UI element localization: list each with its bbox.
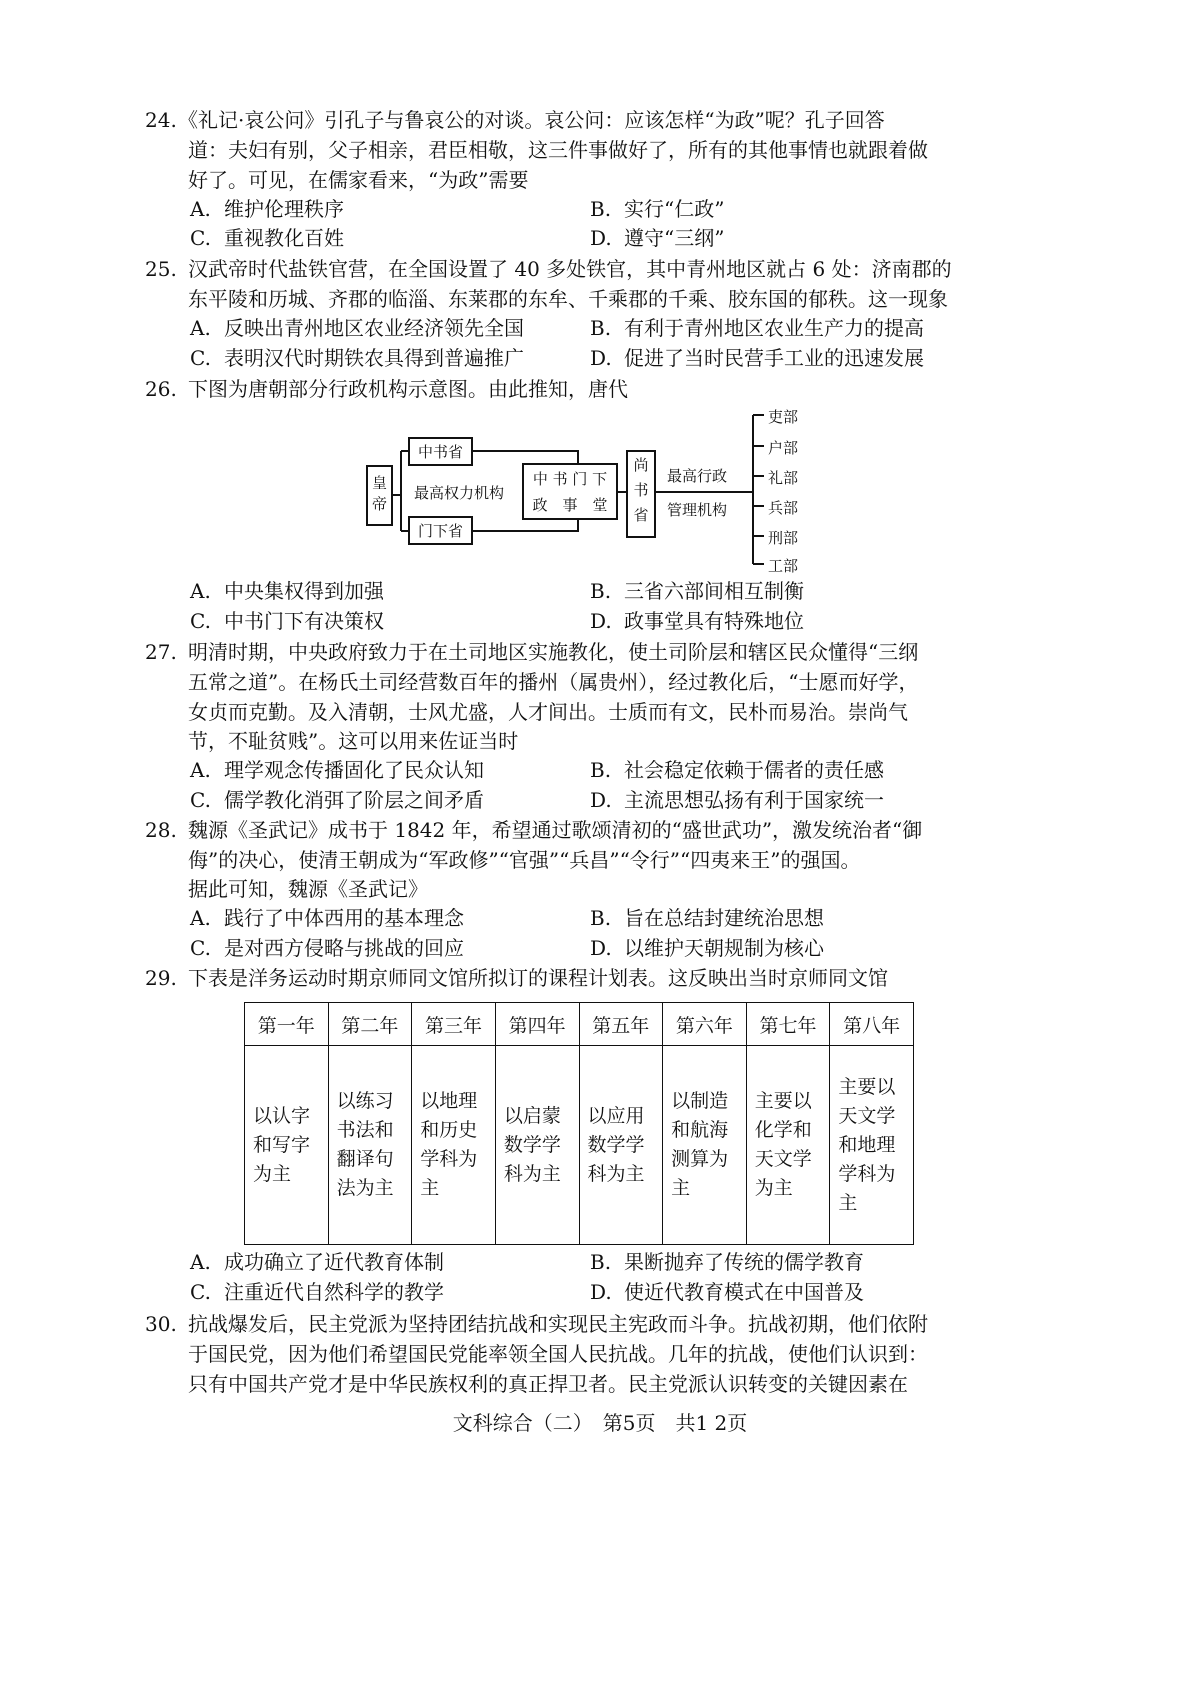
question-text: 下图为唐朝部分行政机构示意图。由此推知，唐代 (188, 377, 628, 401)
question-number: 24. (145, 108, 177, 132)
option-label: A. (190, 316, 211, 340)
question-text: 汉武帝时代盐铁官营，在全国设置了 40 多处铁官，其中青州地区就占 6 处：济南郡的 (188, 257, 952, 281)
option-label: C. (190, 1280, 211, 1304)
option-text: 三省六部间相互制衡 (624, 579, 804, 603)
table-cell-line: 和地理 (838, 1133, 896, 1156)
table-cell-line: 书法和 (336, 1119, 394, 1141)
option-text: 是对西方侵略与挑战的回应 (224, 936, 464, 960)
option-d[interactable] (590, 606, 804, 636)
option-label: D. (590, 226, 612, 250)
option-text: 践行了中体西用的基本理念 (224, 906, 464, 930)
ministry-label: 吏部 (768, 408, 799, 426)
option-a[interactable] (190, 755, 484, 785)
option-a[interactable] (190, 1247, 444, 1277)
question-text: 五常之道”。在杨氏土司经营数百年的播州（属贵州），经过教化后，“士愿而好学， (188, 670, 919, 694)
question-number: 29. (145, 966, 177, 990)
option-text: 遵守“三纲” (624, 226, 725, 250)
table-cell-line: 天文学 (838, 1104, 896, 1127)
table-cell-line: 科为主 (587, 1162, 645, 1185)
option-text: 促进了当时民营手工业的迅速发展 (624, 346, 924, 370)
table-cell-line: 和航海 (671, 1119, 729, 1141)
option-d[interactable] (590, 933, 824, 963)
table-cell-line: 以练习 (336, 1090, 394, 1112)
option-label: B. (590, 197, 612, 221)
option-text: 反映出青州地区农业经济领先全国 (224, 316, 524, 340)
table-cell-line: 以启蒙 (503, 1104, 561, 1127)
option-text: 使近代教育模式在中国普及 (624, 1280, 864, 1304)
table-cell-line: 为主 (754, 1177, 793, 1199)
table-header-cell: 第二年 (328, 1003, 412, 1046)
question-text: 于国民党，因为他们希望国民党能率领全国人民抗战。几年的抗战，使他们认识到： (188, 1342, 928, 1366)
table-cell (579, 1046, 663, 1245)
option-label: C. (190, 609, 211, 633)
table-header-cell: 第八年 (830, 1003, 914, 1046)
table-cell-line: 翻译句 (336, 1148, 394, 1170)
menxia-box: 门下省 (408, 516, 473, 545)
table-cell-line: 主 (838, 1191, 858, 1214)
table-header-cell: 第六年 (663, 1003, 747, 1046)
option-label: C. (190, 346, 211, 370)
table-cell-line: 和写字 (253, 1133, 311, 1156)
zhengshitang-line: 中 书 门 下 (532, 469, 608, 488)
option-label: B. (590, 579, 612, 603)
ministry-label: 礼部 (768, 469, 799, 487)
power-label: 最高权力机构 (414, 484, 505, 502)
table-cell-line: 数学学 (587, 1133, 645, 1156)
option-c[interactable] (190, 1277, 444, 1307)
option-b[interactable] (590, 1247, 864, 1277)
table-cell (746, 1046, 830, 1245)
option-text: 政事堂具有特殊地位 (624, 609, 804, 633)
option-label: A. (190, 758, 211, 782)
option-text: 实行“仁政” (624, 197, 725, 221)
question-text: 东平陵和历城、齐郡的临淄、东莱郡的东牟、千乘郡的千乘、胶东国的郁秩。这一现象 (188, 287, 948, 311)
zhengshitang-box (522, 463, 618, 520)
option-label: C. (190, 788, 211, 812)
option-label: B. (590, 758, 612, 782)
table-header-cell: 第七年 (746, 1003, 830, 1046)
option-text: 有利于青州地区农业生产力的提高 (624, 316, 924, 340)
option-text: 重视教化百姓 (224, 226, 344, 250)
option-label: D. (590, 609, 612, 633)
table-cell-line: 以应用 (587, 1104, 645, 1127)
course-plan-table (244, 1002, 914, 1245)
option-c[interactable] (190, 933, 464, 963)
option-b[interactable] (590, 755, 884, 785)
table-cell (328, 1046, 412, 1245)
option-text: 主流思想弘扬有利于国家统一 (624, 788, 884, 812)
question-text: 侮”的决心，使清王朝成为“军政修”“官强”“兵昌”“令行”“四夷来王”的强国。 (188, 848, 861, 872)
question-text: 道：夫妇有别，父子相亲，君臣相敬，这三件事做好了，所有的其他事情也就跟着做 (188, 138, 928, 162)
ministry-label: 户部 (768, 439, 799, 457)
zhengshitang-line: 政 事 堂 (532, 495, 608, 514)
option-text: 成功确立了近代教育体制 (224, 1250, 444, 1274)
option-label: A. (190, 197, 211, 221)
option-c[interactable] (190, 785, 484, 815)
table-cell-line: 主要以 (754, 1090, 812, 1112)
option-d[interactable] (590, 785, 884, 815)
option-text: 中书门下有决策权 (224, 609, 384, 633)
question-text: 只有中国共产党才是中华民族权利的真正捍卫者。民主党派认识转变的关键因素在 (188, 1372, 908, 1396)
table-header-cell: 第四年 (495, 1003, 579, 1046)
question-text: 《礼记·哀公问》引孔子与鲁哀公的对谈。哀公问：应该怎样“为政”呢？孔子回答 (178, 108, 885, 132)
admin-label: 最高行政 (667, 467, 728, 485)
ministry-label: 兵部 (768, 499, 799, 517)
question-number: 26. (145, 377, 177, 401)
ministry-label: 刑部 (768, 529, 799, 547)
table-cell (830, 1046, 914, 1245)
option-text: 注重近代自然科学的教学 (224, 1280, 444, 1304)
table-cell-line: 主要以 (838, 1075, 896, 1098)
table-cell-line: 法为主 (336, 1177, 394, 1199)
table-cell-line: 以认字 (253, 1104, 311, 1127)
option-text: 社会稳定依赖于儒者的责任感 (624, 758, 884, 782)
option-label: D. (590, 1280, 612, 1304)
question-text: 节，不耻贫贱”。这可以用来佐证当时 (188, 729, 519, 753)
option-text: 旨在总结封建统治思想 (624, 906, 824, 930)
option-text: 维护伦理秩序 (224, 197, 344, 221)
option-label: A. (190, 906, 211, 930)
table-cell-line: 主 (671, 1177, 691, 1199)
table-cell-line: 学科为 (838, 1162, 896, 1185)
question-number: 25. (145, 257, 177, 281)
emperor-box: 皇帝 (366, 465, 393, 526)
table-cell-line: 主 (420, 1177, 440, 1199)
table-cell-line: 和历史 (420, 1119, 478, 1141)
table-cell (245, 1046, 329, 1245)
option-a[interactable] (190, 903, 464, 933)
table-cell (663, 1046, 747, 1245)
option-label: C. (190, 936, 211, 960)
question-text: 据此可知，魏源《圣武记》 (188, 877, 428, 901)
option-text: 中央集权得到加强 (224, 579, 384, 603)
option-text: 儒学教化消弭了阶层之间矛盾 (224, 788, 484, 812)
option-label: D. (590, 788, 612, 812)
table-cell (412, 1046, 496, 1245)
table-cell-line: 以制造 (671, 1090, 729, 1112)
option-label: D. (590, 936, 612, 960)
table-header-cell: 第三年 (412, 1003, 496, 1046)
admin-label: 管理机构 (667, 501, 728, 519)
table-cell (495, 1046, 579, 1245)
question-number: 28. (145, 818, 177, 842)
table-row (245, 1046, 914, 1245)
option-a[interactable] (190, 576, 384, 606)
option-text: 果断抛弃了传统的儒学教育 (624, 1250, 864, 1274)
option-b[interactable] (590, 903, 824, 933)
question-text: 好了。可见，在儒家看来，“为政”需要 (188, 168, 529, 192)
question-text: 魏源《圣武记》成书于 1842 年，希望通过歌颂清初的“盛世武功”，激发统治者“御 (188, 818, 923, 842)
table-cell-line: 化学和 (754, 1119, 812, 1141)
table-cell-line: 天文学 (754, 1148, 812, 1170)
option-text: 理学观念传播固化了民众认知 (224, 758, 484, 782)
question-text: 女贞而克勤。及入清朝，士风尤盛，人才间出。士质而有文，民朴而易治。崇尚气 (188, 700, 908, 724)
question-text: 明清时期，中央政府致力于在土司地区实施教化，使土司阶层和辖区民众懂得“三纲 (188, 640, 919, 664)
ministry-label: 工部 (768, 557, 799, 575)
option-c[interactable] (190, 606, 384, 636)
table-cell-line: 学科为 (420, 1148, 478, 1170)
question-text: 下表是洋务运动时期京师同文馆所拟订的课程计划表。这反映出当时京师同文馆 (188, 966, 888, 990)
table-header-cell: 第五年 (579, 1003, 663, 1046)
table-cell-line: 科为主 (503, 1162, 561, 1185)
option-label: D. (590, 346, 612, 370)
page-footer: 文科综合（二） 第5页 共1 2页 (452, 1411, 748, 1435)
option-label: B. (590, 1250, 612, 1274)
table-header-row (245, 1003, 914, 1046)
option-label: B. (590, 316, 612, 340)
zhongshu-box: 中书省 (408, 437, 473, 466)
question-text: 抗战爆发后，民主党派为坚持团结抗战和实现民主宪政而斗争。抗战初期，他们依附 (188, 1312, 928, 1336)
table-cell-line: 为主 (253, 1162, 292, 1185)
option-d[interactable] (590, 1277, 864, 1307)
shangshu-box: 尚书省 (626, 450, 656, 538)
option-text: 表明汉代时期铁农具得到普遍推广 (224, 346, 524, 370)
table-cell-line: 数学学 (503, 1133, 561, 1156)
question-number: 30. (145, 1312, 177, 1336)
option-label: A. (190, 579, 211, 603)
option-b[interactable] (590, 576, 804, 606)
table-cell-line: 测算为 (671, 1148, 729, 1170)
question-number: 27. (145, 640, 177, 664)
option-text: 以维护天朝规制为核心 (624, 936, 824, 960)
option-label: B. (590, 906, 612, 930)
table-cell-line: 以地理 (420, 1090, 478, 1112)
table-header-cell: 第一年 (245, 1003, 329, 1046)
option-label: C. (190, 226, 211, 250)
option-label: A. (190, 1250, 211, 1274)
